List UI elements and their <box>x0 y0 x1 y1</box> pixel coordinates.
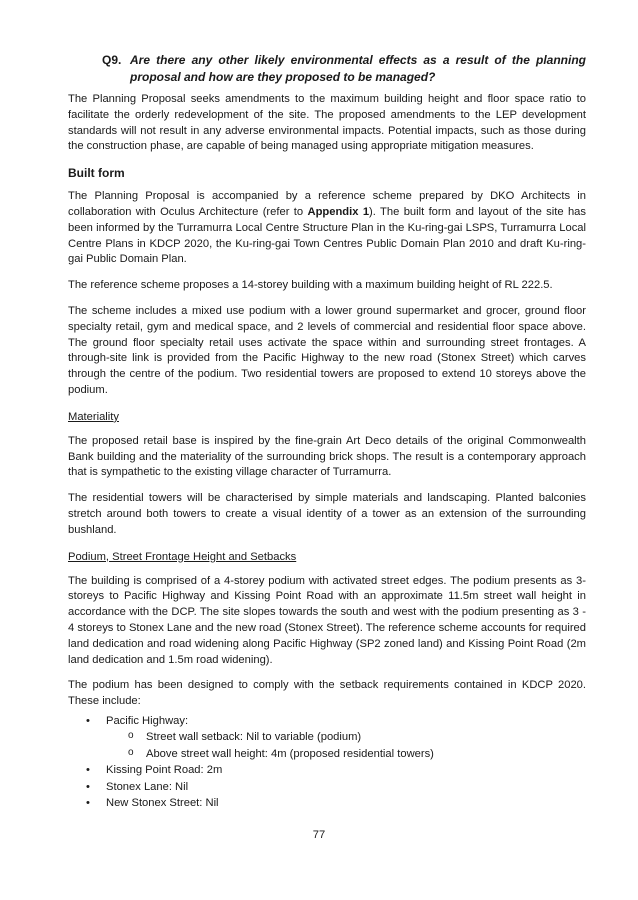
podium-paragraph-1: The building is comprised of a 4-storey podium with activated street edges. The podium presents as 3-storeys to Pacific Highway and Kissing Point Road with an approximate 11.5m street wall height in accordance with the DCP. The site slopes towards the south and west with the podium presenting as 3 - 4 storeys to Stonex Lane and the new road (Stonex Street). The reference scheme accounts for required land dedication and road widening along Pacific Highway (SP2 zoned land) and Kissing Point Road (2m land dedication and 1.5m road widening). <box>68 574 586 666</box>
built-form-heading: Built form <box>68 166 125 181</box>
materiality-heading: Materiality <box>68 410 119 423</box>
built-form-paragraph-3: The scheme includes a mixed use podium with a lower ground supermarket and grocer, ground floor specialty retail, gym and medical space, and 2 levels of commercial and residential floor space above. The ground floor specialty retail uses activate the space within and surrounding street frontages. A through-site link is provided from the Pacific Highway to the new road (Stonex Street) which carves through the centre of the podium. Two residential towers are proposed to extend 10 storeys above the podium. <box>68 304 586 396</box>
list-subitem-street-wall: o Street wall setback: Nil to variable (podium) <box>68 729 586 746</box>
question-text: Are there any other likely environmental effects as a result of the planning proposal and how are they proposed to be managed? <box>130 53 586 84</box>
materiality-paragraph-1: The proposed retail base is inspired by the fine-grain Art Deco details of the original Commonwealth Bank building and the materiality of the surrounding brick shops. The result is a contemporary approach that is sympathetic to the existing village character of Turramurra. <box>68 434 586 479</box>
list-item-stonex-lane: • Stonex Lane: Nil <box>68 779 586 796</box>
page-number: 77 <box>312 829 326 841</box>
materiality-paragraph-2: The residential towers will be characterised by simple materials and landscaping. Planted balconies stretch around both towers to create a visual identity of a tower as an extension of the surrounding bushland. <box>68 492 586 536</box>
setback-list <box>68 713 586 812</box>
appendix-reference: Appendix 1 <box>307 205 370 218</box>
built-form-paragraph-2: The reference scheme proposes a 14-storey building with a maximum building height of RL 222.5. <box>68 279 553 292</box>
question-heading <box>68 52 586 86</box>
list-item-kissing-point: • Kissing Point Road: 2m <box>68 762 586 779</box>
built-form-p1-start: The Planning Proposal is accompanied by a reference scheme prepared by DKO Architects in collaboration with Oculus Architecture (refer to <box>68 190 586 218</box>
built-form-paragraph-1 <box>68 189 586 268</box>
list-item-pacific-highway: • Pacific Highway: <box>68 713 586 730</box>
document-page <box>68 52 586 812</box>
question-number: Q9. <box>102 53 122 67</box>
built-form-p1-end: ). The built form and layout of the site has been informed by the Turramurra Local Centre Structure Plan in the Ku-ring-gai LSPS, Turramurra Local Centre Plans in KDCP 2020, the Ku-ring-gai Town Centres Public Domain Plan 2010 and draft Ku-ring-gai Public Domain Plan. <box>68 205 586 266</box>
podium-heading: Podium, Street Frontage Height and Setbacks <box>68 550 297 563</box>
podium-paragraph-2: The podium has been designed to comply with the setback requirements contained in KDCP 2020. These include: <box>68 679 586 708</box>
list-subitem-above-wall: o Above street wall height: 4m (proposed residential towers) <box>68 746 586 763</box>
intro-paragraph: The Planning Proposal seeks amendments to the maximum building height and floor space ratio to facilitate the orderly redevelopment of the site. The proposed amendments to the LEP development standards will not result in any adverse environmental impacts. Potential impacts, such as those during the construction phase, are capable of being managed using appropriate mitigation measures. <box>68 93 586 153</box>
list-item-new-stonex: • New Stonex Street: Nil <box>68 795 586 812</box>
